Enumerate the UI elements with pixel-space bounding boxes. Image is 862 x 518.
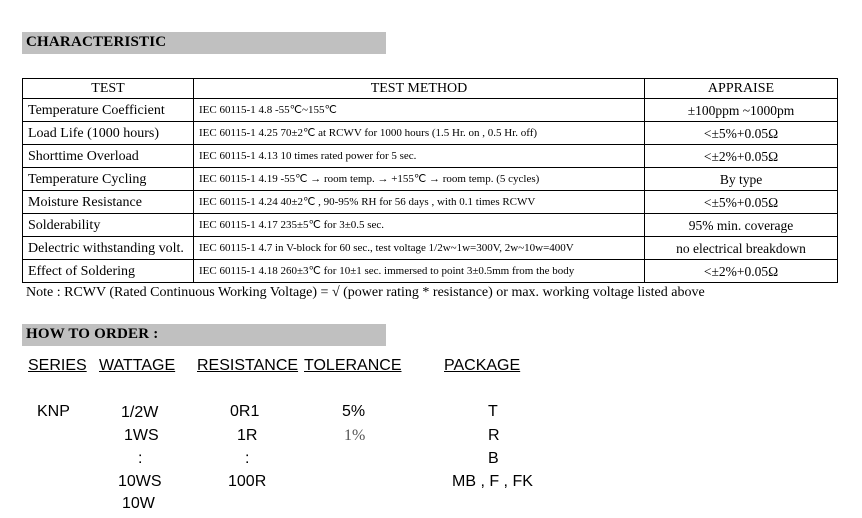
table-row — [23, 237, 838, 260]
resistance-ellipsis: : — [245, 450, 250, 467]
wattage-header: WATTAGE — [99, 357, 176, 374]
test-cell: Load Life (1000 hours) — [23, 122, 194, 145]
package-value: B — [488, 450, 499, 467]
appraise-cell: 95% min. coverage — [645, 214, 838, 237]
table-row — [23, 191, 838, 214]
tolerance-value: 5% — [342, 403, 366, 420]
resistance-header: RESISTANCE — [197, 357, 299, 374]
characteristic-header-bar — [22, 32, 386, 54]
wattage-value: 1/2W — [121, 404, 159, 421]
method-cell: IEC 60115-1 4.25 70±2℃ at RCWV for 1000 hours (1.5 Hr. on , 0.5 Hr. off) — [194, 122, 645, 145]
test-cell: Temperature Cycling — [23, 168, 194, 191]
test-cell: Effect of Soldering — [23, 260, 194, 283]
resistance-value: 0R1 — [230, 403, 260, 420]
test-cell: Delectric withstanding volt. — [23, 237, 194, 260]
how-to-order-header-bar — [22, 324, 386, 346]
wattage-value: 10W — [122, 495, 155, 512]
table-row — [23, 145, 838, 168]
header-test-method: TEST METHOD — [194, 79, 645, 99]
tolerance-value: 1% — [344, 427, 366, 444]
test-cell: Moisture Resistance — [23, 191, 194, 214]
method-cell: IEC 60115-1 4.13 10 times rated power for 5 sec. — [194, 145, 645, 168]
table-row — [23, 99, 838, 122]
method-cell: IEC 60115-1 4.7 in V-block for 60 sec., test voltage 1/2w~1w=300V, 2w~10w=400V — [194, 237, 645, 260]
table-row — [23, 122, 838, 145]
series-value: KNP — [37, 403, 70, 420]
tolerance-header: TOLERANCE — [304, 357, 402, 374]
method-cell: IEC 60115-1 4.17 235±5℃ for 3±0.5 sec. — [194, 214, 645, 237]
package-value: R — [488, 427, 500, 444]
appraise-cell: <±5%+0.05Ω — [645, 122, 838, 145]
series-header: SERIES — [28, 357, 87, 374]
characteristic-table — [22, 78, 838, 283]
appraise-cell: <±5%+0.05Ω — [645, 191, 838, 214]
table-row — [23, 260, 838, 283]
test-cell: Shorttime Overload — [23, 145, 194, 168]
header-appraise: APPRAISE — [645, 79, 838, 99]
package-header: PACKAGE — [444, 357, 521, 374]
appraise-cell: By type — [645, 168, 838, 191]
package-value: T — [488, 403, 498, 420]
how-to-order-title: HOW TO ORDER : — [26, 326, 159, 342]
appraise-cell: ±100ppm ~1000pm — [645, 99, 838, 122]
table-header-row — [23, 79, 838, 99]
method-cell: IEC 60115-1 4.8 -55℃~155℃ — [194, 99, 645, 122]
wattage-ellipsis: : — [138, 450, 143, 467]
header-test: TEST — [23, 79, 194, 99]
rcwv-note: Note : RCWV (Rated Continuous Working Voltage) = √ (power rating * resistance) or max. working voltage listed above — [26, 285, 705, 300]
test-cell: Solderability — [23, 214, 194, 237]
wattage-value: 1WS — [124, 427, 159, 444]
resistance-value: 100R — [228, 473, 267, 490]
test-cell: Temperature Coefficient — [23, 99, 194, 122]
method-cell: IEC 60115-1 4.18 260±3℃ for 10±1 sec. immersed to point 3±0.5mm from the body — [194, 260, 645, 283]
appraise-cell: <±2%+0.05Ω — [645, 260, 838, 283]
characteristic-title: CHARACTERISTIC — [26, 34, 167, 50]
table-row — [23, 168, 838, 191]
package-value: MB , F , FK — [452, 473, 533, 490]
resistance-value: 1R — [237, 427, 258, 444]
method-cell: IEC 60115-1 4.24 40±2℃ , 90-95% RH for 56 days , with 0.1 times RCWV — [194, 191, 645, 214]
method-cell: IEC 60115-1 4.19 -55℃ → room temp. → +155℃ → room temp. (5 cycles) — [194, 168, 645, 191]
wattage-value: 10WS — [118, 473, 162, 490]
appraise-cell: <±2%+0.05Ω — [645, 145, 838, 168]
appraise-cell: no electrical breakdown — [645, 237, 838, 260]
table-row — [23, 214, 838, 237]
